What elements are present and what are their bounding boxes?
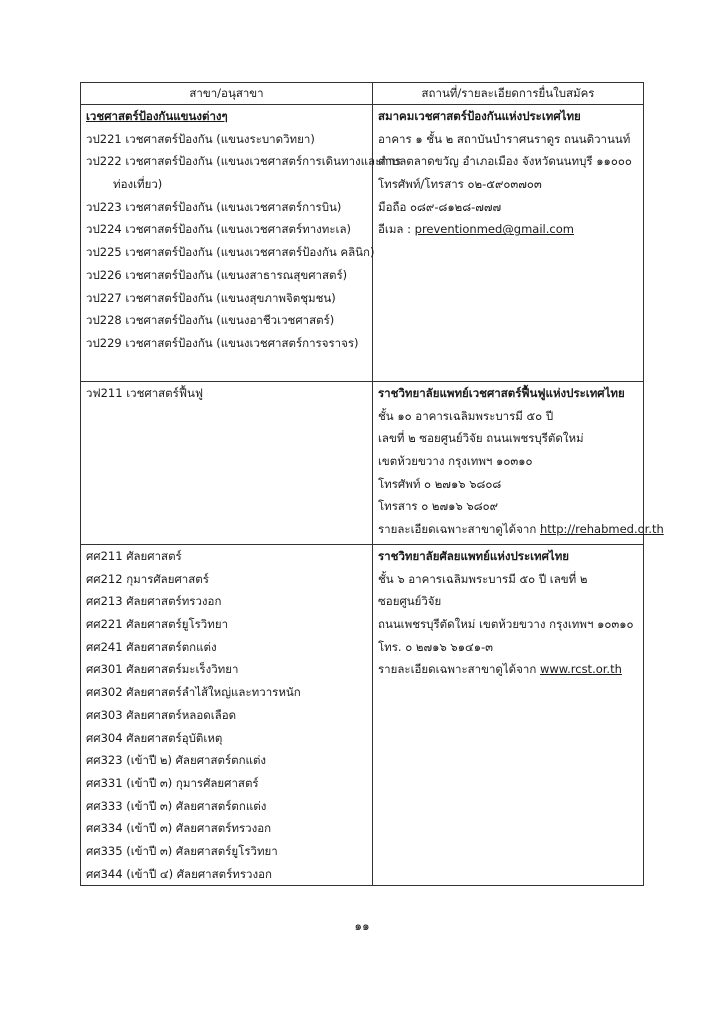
branch-item: วป222 เวชศาสตร์ป้องกัน (แขนงเวชศาสตร์การเดินทางและการ (86, 154, 401, 169)
organization-name: สมาคมเวชศาสตร์ป้องกันแห่งประเทศไทย (378, 109, 581, 123)
address-line: เขตห้วยขวาง กรุงเทพฯ ๑๐๓๑๐ (378, 454, 533, 469)
branch-item: ศศ331 (เข้าปี ๓) กุมารศัลยศาสตร์ (86, 775, 259, 790)
table-header-row (81, 83, 644, 105)
branch-item: วฟ211 เวชศาสตร์ฟื้นฟู (86, 386, 203, 400)
header-branch: สาขา/อนุสาขา (81, 83, 373, 105)
branch-item: ศศ344 (เข้าปี ๔) ศัลยศาสตร์ทรวงอก (86, 866, 272, 881)
organization-name: ราชวิทยาลัยศัลยแพทย์แห่งประเทศไทย (378, 549, 570, 563)
details-line (378, 658, 643, 681)
branch-item-continuation: ท่องเที่ยว) (113, 177, 163, 192)
details-label: รายละเอียดเฉพาะสาขาดูได้จาก (378, 662, 540, 677)
table-row (81, 105, 644, 382)
branch-item: วป223 เวชศาสตร์ป้องกัน (แขนงเวชศาสตร์การบิน) (86, 199, 342, 214)
branch-item: วป225 เวชศาสตร์ป้องกัน (แขนงเวชศาสตร์ป้องกัน คลินิก) (86, 245, 375, 260)
branch-item: ศศ211 ศัลยศาสตร์ (86, 549, 182, 563)
branch-item: วป229 เวชศาสตร์ป้องกัน (แขนงเวชศาสตร์การจราจร) (86, 335, 359, 350)
email-link[interactable]: preventionmed@gmail.com (414, 222, 574, 237)
location-cell (373, 105, 644, 382)
application-info-table (80, 82, 664, 886)
branch-item: ศศ303 ศัลยศาสตร์หลอดเลือด (86, 707, 237, 722)
table-row (81, 545, 644, 886)
branch-item: ศศ334 (เข้าปี ๓) ศัลยศาสตร์ทรวงอก (86, 821, 272, 836)
branch-group-title: เวชศาสตร์ป้องกันแขนงต่างๆ (86, 109, 228, 123)
branch-item: วป221 เวชศาสตร์ป้องกัน (แขนงระบาดวิทยา) (86, 131, 315, 146)
table-row (81, 382, 644, 545)
branch-item: ศศ241 ศัลยศาสตร์ตกแต่ง (86, 639, 217, 654)
branch-item: ศศ221 ศัลยศาสตร์ยูโรวิทยา (86, 617, 229, 632)
phone-line: โทร. ๐ ๒๗๑๖ ๖๑๔๑-๓ (378, 639, 494, 654)
details-line (378, 518, 664, 541)
address-line: ตำบลตลาดขวัญ อำเภอเมือง จังหวัดนนทบุรี ๑๑๐๐๐ (378, 154, 632, 169)
address-line: ถนนเพชรบุรีตัดใหม่ เขตห้วยขวาง กรุงเทพฯ ๑๐๓๑๐ (378, 617, 634, 632)
fax-line: โทรสาร ๐ ๒๗๑๖ ๖๘๐๙ (378, 499, 499, 514)
website-link[interactable]: http://rehabmed.or.th (539, 522, 664, 537)
header-location-details: สถานที่/รายละเอียดการยื่นใบสมัคร (373, 83, 644, 105)
branch-item: ศศ323 (เข้าปี ๒) ศัลยศาสตร์ตกแต่ง (86, 753, 267, 768)
branch-item: วป227 เวชศาสตร์ป้องกัน (แขนงสุขภาพจิตชุมชน) (86, 290, 336, 305)
location-cell (373, 382, 664, 545)
address-line: เลขที่ ๒ ซอยศูนย์วิจัย ถนนเพชรบุรีตัดใหม่ (378, 431, 584, 446)
location-cell (373, 545, 644, 886)
branch-item: วป228 เวชศาสตร์ป้องกัน (แขนงอาชีวเวชศาสตร์) (86, 313, 335, 328)
phone-line: โทรศัพท์ ๐ ๒๗๑๖ ๖๘๐๘ (378, 476, 502, 491)
branch-cell (81, 545, 373, 886)
address-line: ซอยศูนย์วิจัย (378, 594, 442, 609)
website-link[interactable]: www.rcst.or.th (539, 662, 622, 677)
branch-item: ศศ304 ศัลยศาสตร์อุบัติเหตุ (86, 730, 223, 745)
address-line: ชั้น ๖ อาคารเฉลิมพระบารมี ๕๐ ปี เลขที่ ๒ (378, 571, 588, 586)
branch-item: ศศ333 (เข้าปี ๓) ศัลยศาสตร์ตกแต่ง (86, 798, 267, 813)
branch-item: ศศ213 ศัลยศาสตร์ทรวงอก (86, 594, 222, 609)
branch-item: วป226 เวชศาสตร์ป้องกัน (แขนงสาธารณสุขศาสตร์) (86, 267, 348, 282)
branch-item: ศศ212 กุมารศัลยศาสตร์ (86, 571, 209, 586)
mobile-line: มือถือ ๐๘๙-๘๑๒๘-๗๗๗ (378, 199, 502, 214)
email-label: อีเมล : (378, 222, 415, 237)
address-line: ชั้น ๑๐ อาคารเฉลิมพระบารมี ๕๐ ปี (378, 408, 554, 423)
branch-cell (81, 382, 373, 545)
organization-name: ราชวิทยาลัยแพทย์เวชศาสตร์ฟื้นฟูแห่งประเทศไทย (378, 386, 625, 400)
address-line: อาคาร ๑ ชั้น ๒ สถาบันบำราศนราดูร ถนนติวานนท์ (378, 131, 631, 146)
phone-fax-line: โทรศัพท์/โทรสาร ๐๒-๕๙๐๓๗๐๓ (378, 177, 542, 192)
branch-item: วป224 เวชศาสตร์ป้องกัน (แขนงเวชศาสตร์ทางทะเล) (86, 222, 352, 237)
branch-item: ศศ335 (เข้าปี ๓) ศัลยศาสตร์ยูโรวิทยา (86, 843, 278, 858)
details-label: รายละเอียดเฉพาะสาขาดูได้จาก (378, 522, 540, 537)
email-line (378, 218, 643, 241)
branch-item: ศศ302 ศัลยศาสตร์ลำไส้ใหญ่และทวารหนัก (86, 685, 301, 700)
branch-item: ศศ301 ศัลยศาสตร์มะเร็งวิทยา (86, 662, 239, 677)
page-number: ๑๑ (354, 919, 370, 933)
